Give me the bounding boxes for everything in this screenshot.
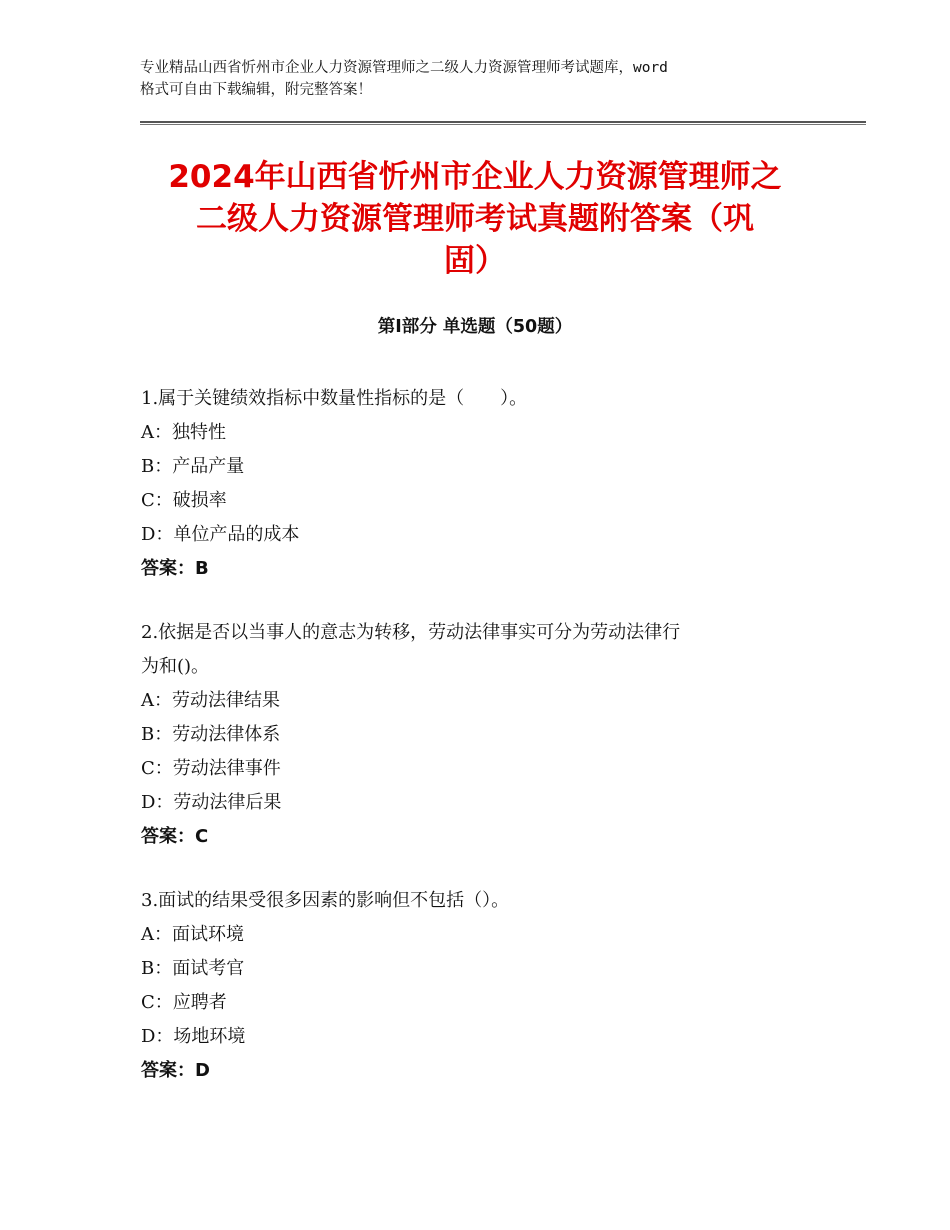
- header-note-line: 格式可自由下载编辑，附完整答案！: [140, 82, 372, 98]
- option-a: A：独特性: [141, 422, 226, 443]
- question-3: [141, 884, 821, 1088]
- title-line: 固）: [444, 243, 506, 279]
- question-list: [141, 382, 821, 1118]
- header-note: [140, 57, 840, 101]
- question-2: [141, 616, 821, 854]
- answer: 答案：B: [141, 558, 209, 579]
- option-d: D：劳动法律后果: [141, 792, 282, 813]
- option-c: C：应聘者: [141, 992, 227, 1013]
- question-stem: 1.属于关键绩效指标中数量性指标的是（ ）。: [141, 388, 528, 409]
- option-b: B：面试考官: [141, 958, 245, 979]
- option-b: B：劳动法律体系: [141, 724, 281, 745]
- option-d: D：场地环境: [141, 1026, 246, 1047]
- option-c: C：劳动法律事件: [141, 758, 281, 779]
- option-a: A：劳动法律结果: [141, 690, 280, 711]
- option-b: B：产品产量: [141, 456, 245, 477]
- header-note-line: 专业精品山西省忻州市企业人力资源管理师之二级人力资源管理师考试题库，word: [140, 60, 668, 76]
- option-d: D：单位产品的成本: [141, 524, 300, 545]
- answer: 答案：D: [141, 1060, 210, 1081]
- question-stem-continued: 为和()。: [141, 656, 210, 677]
- title-line: 2024年山西省忻州市企业人力资源管理师之: [168, 159, 782, 195]
- title-line: 二级人力资源管理师考试真题附答案（巩: [196, 201, 754, 237]
- header-divider: [140, 121, 866, 125]
- option-a: A：面试环境: [141, 924, 244, 945]
- question-1: [141, 382, 821, 586]
- question-stem: 3.面试的结果受很多因素的影响但不包括（）。: [141, 890, 510, 911]
- answer: 答案：C: [141, 826, 209, 847]
- document-title: [135, 156, 815, 282]
- section-title: 第Ⅰ部分 单选题（50题）: [377, 317, 573, 337]
- question-stem: 2.依据是否以当事人的意志为转移，劳动法律事实可分为劳动法律行: [141, 622, 681, 643]
- option-c: C：破损率: [141, 490, 227, 511]
